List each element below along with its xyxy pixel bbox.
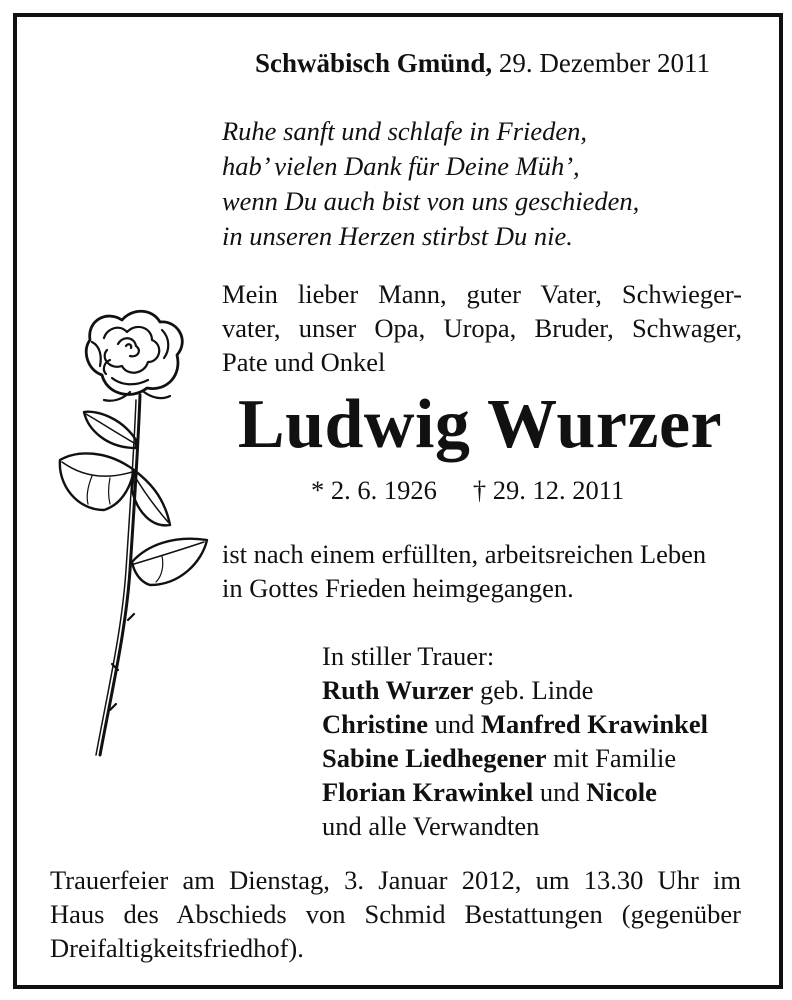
- mourner-name: Ruth Wurzer: [322, 675, 474, 705]
- mourner-name: Sabine Liedhegener: [322, 743, 547, 773]
- place-date-line: [255, 48, 710, 79]
- mourner-conjunction: und: [428, 709, 481, 739]
- mourner-name: Nicole: [586, 777, 657, 807]
- mourner-name: Christine: [322, 709, 428, 739]
- intro-line: vater, unser Opa, Uropa, Bruder, Schwager,: [222, 313, 742, 343]
- place: Schwäbisch Gmünd,: [255, 48, 493, 78]
- poem-line: Ruhe sanft und schlafe in Frieden,: [222, 116, 588, 146]
- funeral-line: Haus des Abschieds von Schmid Bestattungen (gegenüber: [50, 899, 741, 929]
- funeral-line: Trauerfeier am Dienstag, 3. Januar 2012, um 13.30 Uhr im: [50, 865, 741, 895]
- mourner-name: Florian Krawinkel: [322, 777, 534, 807]
- passed-line: ist nach einem erfüllten, arbeitsreichen Leben: [222, 539, 707, 569]
- mourner-note: mit Familie: [546, 743, 677, 773]
- intro-line: Pate und Onkel: [222, 347, 386, 377]
- date: 29. Dezember 2011: [498, 48, 711, 78]
- mourner-line: [322, 707, 708, 741]
- birth-date: * 2. 6. 1926: [311, 475, 437, 505]
- mourner-note: geb. Linde: [473, 675, 594, 705]
- funeral-notice: [50, 863, 741, 965]
- poem-line: hab’ vielen Dank für Deine Müh’,: [222, 151, 580, 181]
- passed-text: [222, 537, 706, 605]
- poem-line: in unseren Herzen stirbst Du nie.: [222, 221, 573, 251]
- mourners-heading: In stiller Trauer:: [322, 641, 495, 671]
- deceased-name: Ludwig Wurzer: [237, 386, 723, 463]
- passed-line: in Gottes Frieden heimgegangen.: [222, 573, 574, 603]
- mourner-line: [322, 673, 708, 707]
- mourner-conjunction: und: [533, 777, 587, 807]
- mourner-line: [322, 775, 708, 809]
- funeral-line: Dreifaltigkeitsfriedhof).: [50, 933, 304, 963]
- intro-text: [222, 277, 742, 379]
- poem: [222, 114, 639, 254]
- intro-line: Mein lieber Mann, guter Vater, Schwieger-: [222, 279, 742, 309]
- mourners-list: [322, 639, 708, 843]
- rose-icon: [52, 300, 217, 760]
- life-dates: [311, 475, 660, 506]
- death-date: † 29. 12. 2011: [472, 475, 625, 505]
- poem-line: wenn Du auch bist von uns geschieden,: [222, 186, 640, 216]
- mourners-closing: und alle Verwandten: [322, 811, 540, 841]
- mourner-line: [322, 741, 708, 775]
- mourner-name: Manfred Krawinkel: [481, 709, 708, 739]
